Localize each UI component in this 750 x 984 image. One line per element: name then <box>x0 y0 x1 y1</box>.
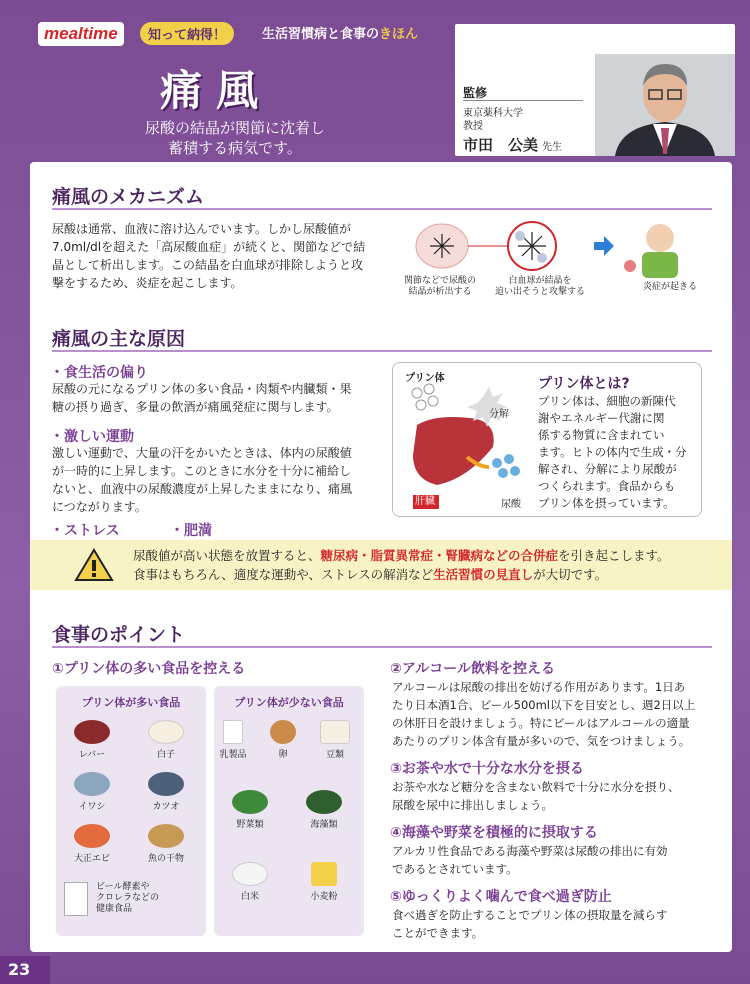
supervisor-university: 東京薬科大学 <box>463 108 523 119</box>
high-purine-heading: プリン体が多い食品 <box>81 696 181 709</box>
point-5-text: 食べ過ぎを防止することでプリン体の摂取量を減らす ことができます。 <box>392 908 668 940</box>
mechanism-heading: 痛風のメカニズム <box>52 186 205 208</box>
point-5-heading: ⑤ゆっくりよく噛んで食べ過ぎ防止 <box>390 889 612 905</box>
supervisor-photo <box>595 54 735 156</box>
diagram-breakdown-label: 分解 <box>489 409 509 420</box>
low-purine-foods <box>214 686 364 936</box>
mech-caption-3: 炎症が起きる <box>642 282 697 292</box>
cause-diet-heading: ・食生活の偏り <box>50 365 148 381</box>
series-title: 生活習慣病と食事のきほん <box>262 27 419 42</box>
point-3-heading: ③お茶や水で十分な水分を摂る <box>390 761 584 777</box>
food-sardine: イワシ <box>62 772 122 812</box>
supervisor-box <box>455 24 735 156</box>
point-4-heading: ④海藻や野菜を積極的に摂取する <box>390 825 598 841</box>
food-shrimp: 大正エビ <box>62 824 122 864</box>
food-seaweed: 海藻類 <box>294 790 354 830</box>
cause-exercise-text: 激しい運動で、大量の汗をかいたときは、体内の尿酸値 が一時的に上昇します。このときに水分を十分に補給し ないと、血液中の尿酸濃度が上昇したままになり、痛風 につながります。 <box>52 446 353 514</box>
high-purine-foods <box>56 686 206 936</box>
cause-exercise-heading: ・激しい運動 <box>50 429 134 445</box>
low-purine-heading: プリン体が少ない食品 <box>234 696 344 709</box>
cause-stress: ・ストレス <box>50 523 120 539</box>
warning-icon <box>74 548 114 582</box>
warning-text: 尿酸値が高い状態を放置すると、糖尿病・脂質異常症・腎臓病などの合併症を引き起こします。 食事はもちろん、適度な運動や、ストレスの解消など生活習慣の見直しが大切です。 <box>133 548 670 582</box>
point-4-text: アルカリ性食品である海藻や野菜は尿酸の排出に有効 であるとされています。 <box>392 844 668 876</box>
diagram-purine-label: プリン体 <box>405 373 445 384</box>
diagram-liver-label: 肝臓 <box>415 496 435 507</box>
diagram-uric-label: 尿酸 <box>501 499 521 510</box>
food-dairy: 乳製品 <box>208 720 258 760</box>
diet-heading: 食事のポイント <box>52 624 186 646</box>
food-milt: 白子 <box>136 720 196 760</box>
supervisor-name: 市田 公美 先生 <box>463 136 563 154</box>
causes-heading: 痛風の主な原因 <box>52 328 186 350</box>
mech-caption-2: 白血球が結晶を 追い出そうと攻撃する <box>494 276 585 297</box>
cause-obesity: ・肥満 <box>170 523 212 539</box>
page-title: 痛風 <box>160 66 273 115</box>
liver-diagram-icon <box>397 367 537 513</box>
food-vegetables: 野菜類 <box>220 790 280 830</box>
point-1-heading: ①プリン体の多い食品を控える <box>52 661 246 677</box>
food-liver: レバー <box>62 720 122 760</box>
food-bonito: カツオ <box>136 772 196 812</box>
food-supplements: ビール酵素や クロレラなどの 健康食品 <box>96 882 160 914</box>
purine-title: プリン体とは? <box>538 376 630 392</box>
mech-caption-1: 関節などで尿酸の 結晶が析出する <box>403 276 476 297</box>
cause-diet-text: 尿酸の元になるプリン体の多い食品・肉類や内臓類・果 糖の摂り過ぎ、多量の飲酒が痛風発症に関与します。 <box>52 382 352 414</box>
food-flour: 小麦粉 <box>294 862 354 902</box>
supervisor-role: 教授 <box>463 121 483 132</box>
food-dried-fish: 魚の干物 <box>136 824 196 864</box>
supplement-bottle-icon <box>64 882 88 916</box>
warning-banner <box>30 540 732 590</box>
page-number: 23 <box>0 956 50 984</box>
purine-info-box <box>392 362 702 517</box>
series-badge: 知って納得！ <box>140 22 234 45</box>
food-egg: 卵 <box>258 720 308 760</box>
point-3-text: お茶や水など糖分を含まない飲料で十分に水分を摂り、 尿酸を尿中に排出しましょう。 <box>392 780 680 812</box>
content-panel <box>30 162 732 952</box>
purine-text: プリン体は、細胞の新陳代 謝やエネルギー代謝に関 係する物質に含まれてい ます。ヒトの体内で生成・分 解され、分解により尿酸が つくられます。食品からも プリン体を摂っています。 <box>538 394 687 510</box>
food-beans: 豆類 <box>310 720 360 760</box>
mechanism-text: 尿酸は通常、血液に溶け込んでいます。しかし尿酸値が 7.0ml/dlを超えた「高尿酸血症」が続くと、関節などで結 晶として析出します。この結晶を白血球が排除しようと攻 撃をするため、炎症を起こします。 <box>52 222 366 290</box>
point-2-text: アルコールは尿酸の排出を妨げる作用があります。1日あ たり日本酒1合、ビール500ml以下を目安とし、週2日以上 の休肝日を設けましょう。特にビールはアルコールの適量 あたりのプリン体含有量が多いので、気をつけましょう。 <box>392 680 696 748</box>
mealtime-logo: mealtime <box>38 22 124 46</box>
point-2-heading: ②アルコール飲料を控える <box>390 661 556 677</box>
food-rice: 白米 <box>220 862 280 902</box>
supervisor-label: 監修 <box>463 86 488 100</box>
header <box>0 0 750 160</box>
page-subtitle: 尿酸の結晶が関節に沈着し 蓄積する病気です。 <box>144 119 325 157</box>
